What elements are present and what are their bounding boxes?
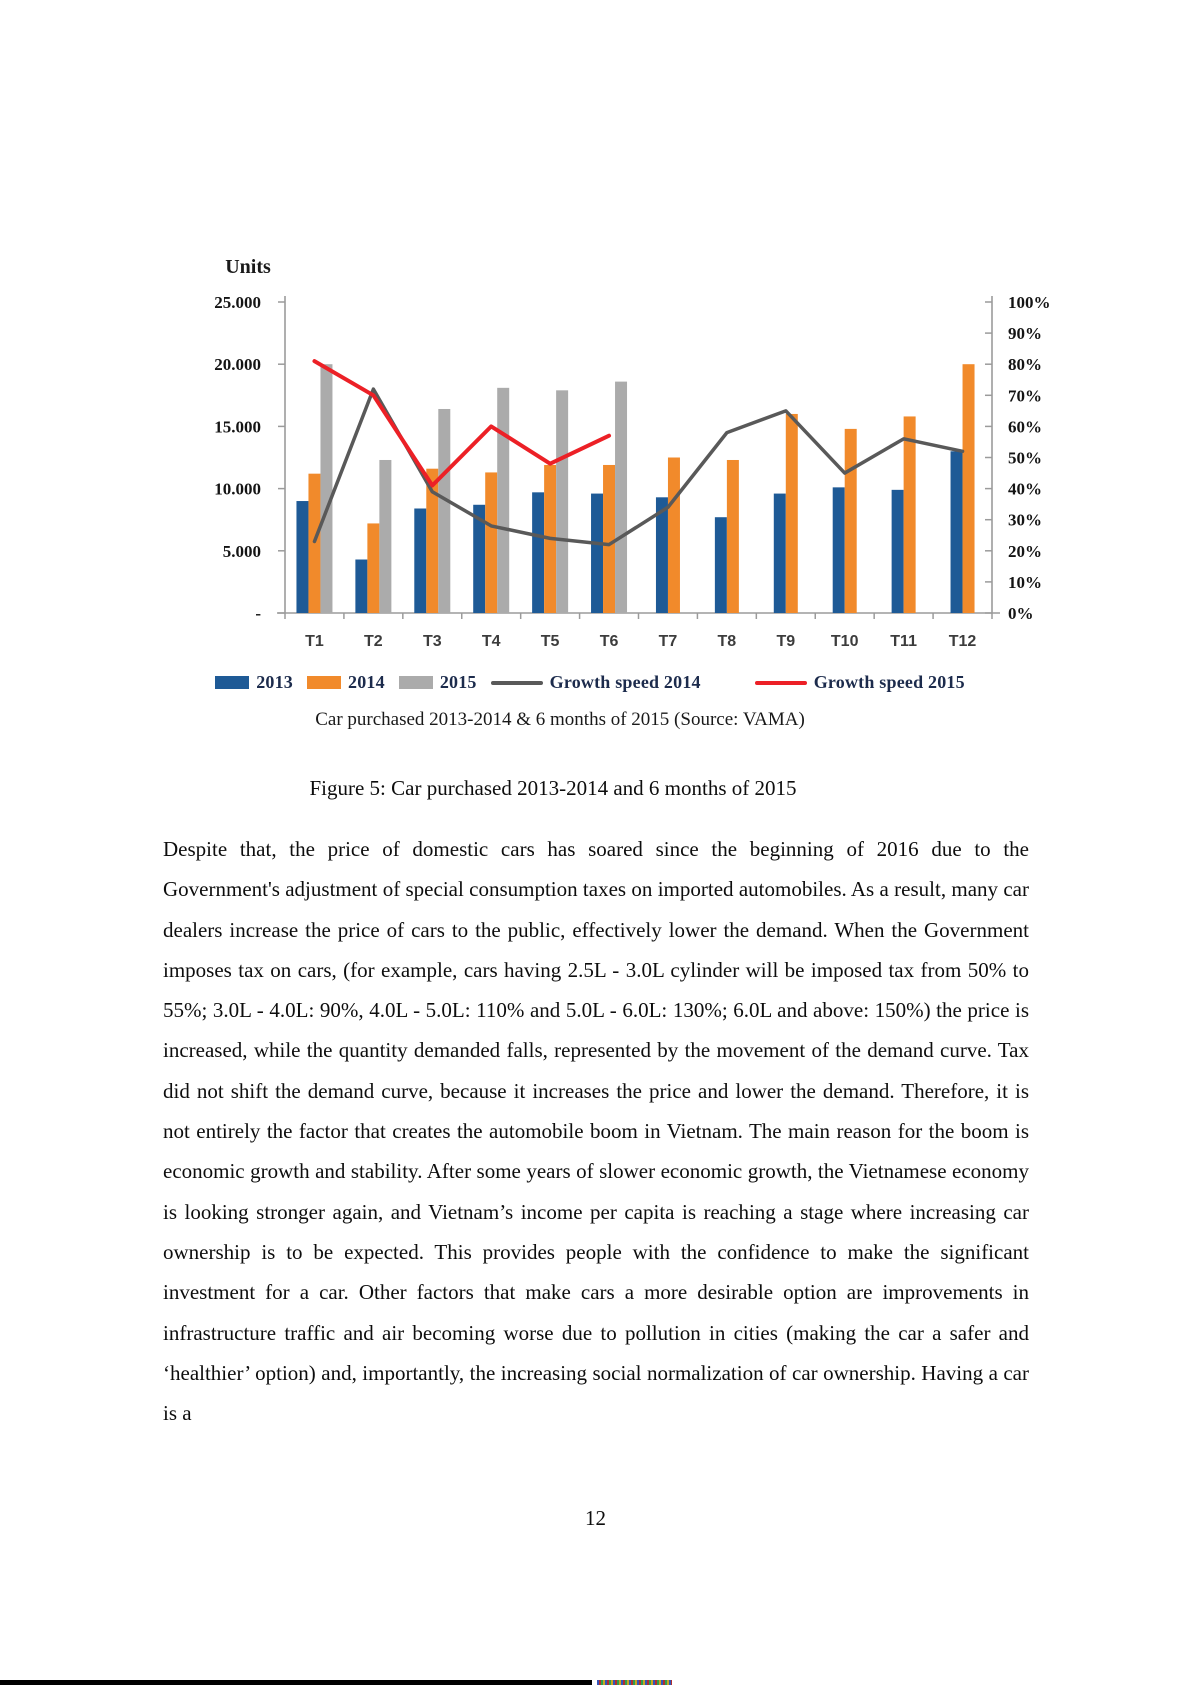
left-axis-tick-label: 25.000 [214,293,261,312]
legend-color-swatch [215,676,249,689]
x-axis-category-label: T3 [422,633,442,650]
x-axis-category-label: T2 [364,633,383,650]
x-axis-category-label: T7 [658,633,678,650]
x-axis-category-label: T10 [830,633,859,650]
line-growth-speed-2014 [314,389,962,544]
x-axis-category-label: T8 [717,633,737,650]
bar-2014 [963,364,975,613]
legend-color-swatch [399,676,433,689]
legend-item-2014 [307,672,385,693]
left-axis-tick-label: 10.000 [214,479,261,499]
bar-2014 [485,472,497,613]
right-axis-tick-label: 0% [1008,604,1034,623]
chart-source-caption: Car purchased 2013-2014 & 6 months of 2015 (Source: VAMA) [315,709,805,730]
left-axis-tick-label: 20.000 [214,355,261,375]
right-axis-tick-label: 20% [1008,541,1042,561]
x-axis-category-label: T9 [776,633,796,650]
bar-2015 [615,382,627,613]
bar-2013 [951,451,963,613]
bar-2014 [668,458,680,614]
body-paragraph: Despite that, the price of domestic cars has soared since the beginning of 2016 due to the Government's adjustment of special consumption taxes on imported automobiles. As a result, many car dealers increase the price of cars to the public, effectively lower the demand. When the Government imposes tax on cars, (for example, cars having 2.5L - 3.0L cylinder will be imposed tax from 50% to 55%; 3.0L - 4.0L: 90%, 4.0L - 5.0L: 110% and 5.0L - 6.0L: 130%; 6.0L and above: 150%) the price is increased, while the quantity demanded falls, represented by the movement of the demand curve. Tax did not shift the demand curve, because it increases the price and lower the demand. Therefore, it is not entirely the factor that creates the automobile boom in Vietnam. The main reason for the boom is economic growth and stability. After some years of slower economic growth, the Vietnamese economy is looking stronger again, and Vietnam’s income per capita is reaching a stage where increasing car ownership is to be expected. This provides people with the confidence to make the significant investment for a car. Other factors that make cars a more desirable option are improvements in infrastructure traffic and air becoming worse due to pollution in cities (making the car a safer and ‘healthier’ option) and, importantly, the increasing social normalization of car ownership. Having a car is a [163,837,1029,1426]
bar-2013 [414,509,426,613]
bar-2013 [591,494,603,613]
chart-legend [135,672,1045,693]
x-axis-category-label: T4 [481,633,501,650]
figure-caption: Figure 5: Car purchased 2013-2014 and 6 months of 2015 [309,776,797,800]
legend-label: 2013 [256,672,294,692]
right-axis-tick-label: 100% [1008,293,1051,312]
bar-2013 [892,490,904,613]
figure-5-chart [170,235,1080,750]
bar-2013 [833,487,845,613]
right-axis-tick-label: 90% [1008,324,1042,344]
left-axis-title: Units [225,256,271,278]
bar-2013 [355,560,367,613]
legend-item-growth-speed-2015 [755,672,965,693]
bar-2013 [715,517,727,613]
bar-2014 [367,523,379,613]
legend-color-swatch [307,676,341,689]
legend-line-swatch [491,681,543,685]
right-axis-tick-label: 70% [1008,386,1042,406]
bar-2013 [774,494,786,613]
right-axis-tick-label: 60% [1008,417,1042,437]
legend-label: Growth speed 2014 [549,672,701,692]
page-number: 12 [585,1506,606,1530]
bar-2013 [532,492,544,613]
right-axis-tick-label: 30% [1008,510,1042,530]
left-axis-tick-label: 15.000 [214,417,261,437]
bar-2014 [845,429,857,613]
x-axis-category-label: T11 [890,633,917,650]
bar-2015 [556,390,568,613]
x-axis-category-label: T5 [540,633,560,650]
x-axis-category-label: T6 [599,633,619,650]
bottom-edge-noise-artifact [597,1680,672,1685]
bottom-edge-bar-artifact [0,1680,592,1685]
chart-canvas [170,235,1080,665]
legend-label: 2014 [348,672,385,692]
right-axis-tick-label: 50% [1008,448,1042,468]
bar-2015 [497,388,509,613]
bar-2015 [379,460,391,613]
bar-2015 [438,409,450,613]
right-axis-tick-label: 40% [1008,479,1042,499]
bar-2014 [727,460,739,613]
left-axis-tick-label: - [255,604,261,623]
bar-2014 [603,465,615,613]
legend-label: Growth speed 2015 [813,672,965,692]
legend-item-2015 [399,672,477,693]
right-axis-tick-label: 80% [1008,355,1042,375]
legend-label: 2015 [439,672,477,692]
right-axis-tick-label: 10% [1008,572,1042,592]
legend-line-swatch [755,681,807,685]
x-axis-category-label: T12 [948,633,977,650]
x-axis-category-label: T1 [305,633,324,650]
legend-item-growth-speed-2014 [491,672,701,693]
bar-2014 [786,414,798,613]
bar-2014 [308,474,320,613]
left-axis-tick-label: 5.000 [222,541,261,561]
bar-2015 [320,364,332,613]
legend-item-2013 [215,672,293,693]
bar-2014 [904,416,916,613]
bar-2013 [296,501,308,613]
